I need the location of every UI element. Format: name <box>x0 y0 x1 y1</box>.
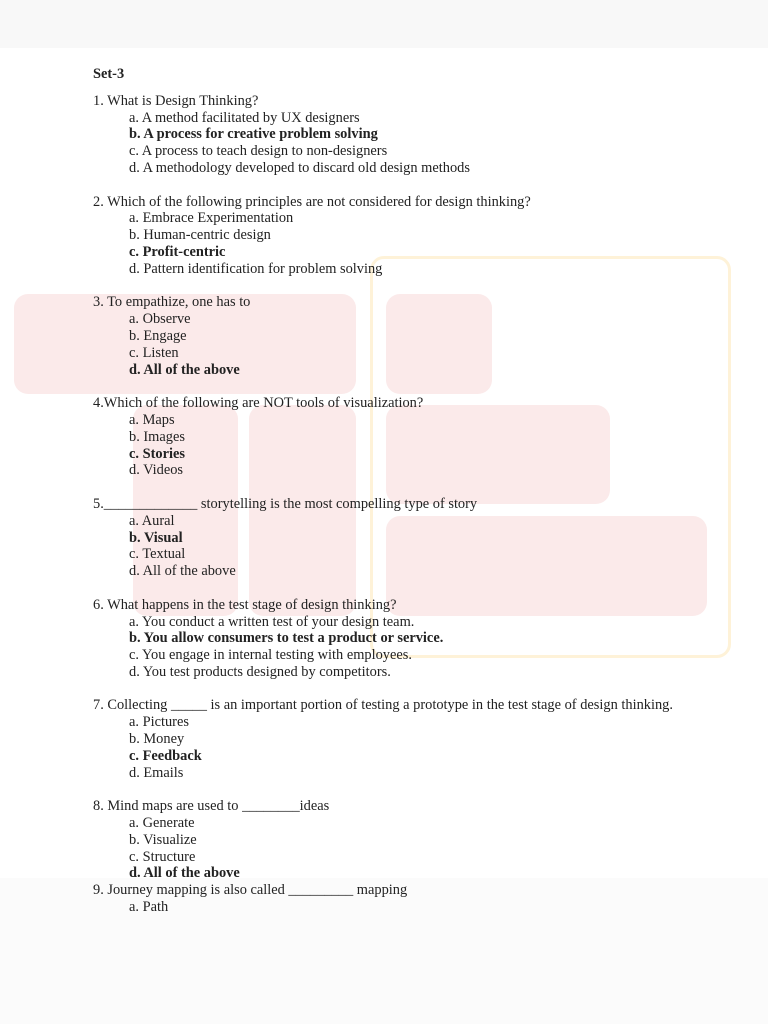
question-text: 2. Which of the following principles are not considered for design thinking? <box>93 193 531 210</box>
question-text: 8. Mind maps are used to ________ideas <box>93 798 330 815</box>
question-text: 1. What is Design Thinking? <box>93 92 259 109</box>
question-text: 5._____________ storytelling is the most compelling type of story <box>93 495 478 512</box>
answer-option: b. Engage <box>129 327 187 344</box>
question-text: 7. Collecting _____ is an important portion of testing a prototype in the test stage of design thinking. <box>93 697 673 714</box>
question-block <box>93 697 733 781</box>
answer-option-correct: b. Visual <box>129 529 183 546</box>
answer-option: b. Images <box>129 428 185 445</box>
answer-option: c. A process to teach design to non-designers <box>129 143 388 160</box>
question-text: 3. To empathize, one has to <box>93 294 251 311</box>
answer-option: a. Observe <box>129 311 191 328</box>
quiz-content <box>93 66 733 916</box>
answer-option: c. You engage in internal testing with employees. <box>129 647 412 664</box>
answer-option-correct: d. All of the above <box>129 361 240 378</box>
answer-option-correct: c. Profit-centric <box>129 243 226 260</box>
answer-option: a. Pictures <box>129 714 189 731</box>
question-block <box>93 294 733 378</box>
question-text: 4.Which of the following are NOT tools of visualization? <box>93 395 424 412</box>
answer-option: a. You conduct a written test of your design team. <box>129 613 415 630</box>
question-text: 6. What happens in the test stage of design thinking? <box>93 596 397 613</box>
answer-option: d. You test products designed by competitors. <box>129 663 391 680</box>
question-block <box>93 395 733 479</box>
answer-option: a. Maps <box>129 411 175 428</box>
answer-option: d. Videos <box>129 462 184 479</box>
answer-option: d. Emails <box>129 764 184 781</box>
answer-option: b. Human-centric design <box>129 227 271 244</box>
answer-option: c. Listen <box>129 344 179 361</box>
answer-option-correct: b. A process for creative problem solving <box>129 126 378 143</box>
answer-option: d. A methodology developed to discard old design methods <box>129 159 470 176</box>
answer-option: a. Path <box>129 899 169 916</box>
answer-option: b. Money <box>129 731 185 748</box>
answer-option-correct: c. Stories <box>129 445 185 462</box>
answer-option-correct: b. You allow consumers to test a product or service. <box>129 630 444 647</box>
answer-option: a. A method facilitated by UX designers <box>129 109 360 126</box>
question-block <box>93 194 733 278</box>
answer-option-correct: c. Feedback <box>129 747 202 764</box>
answer-option-correct: d. All of the above <box>129 865 240 882</box>
answer-option: a. Embrace Experimentation <box>129 210 294 227</box>
question-list <box>93 93 733 916</box>
question-block <box>93 597 733 681</box>
question-block <box>93 93 733 177</box>
answer-option: a. Aural <box>129 512 175 529</box>
answer-option: d. Pattern identification for problem solving <box>129 260 383 277</box>
answer-option: b. Visualize <box>129 831 197 848</box>
question-block <box>93 798 733 882</box>
question-block <box>93 882 733 916</box>
answer-option: a. Generate <box>129 815 195 832</box>
answer-option: c. Textual <box>129 546 186 563</box>
question-block <box>93 496 733 580</box>
question-text: 9. Journey mapping is also called _________ mapping <box>93 882 408 899</box>
answer-option: d. All of the above <box>129 563 236 580</box>
answer-option: c. Structure <box>129 848 196 865</box>
set-title: Set-3 <box>93 66 125 82</box>
